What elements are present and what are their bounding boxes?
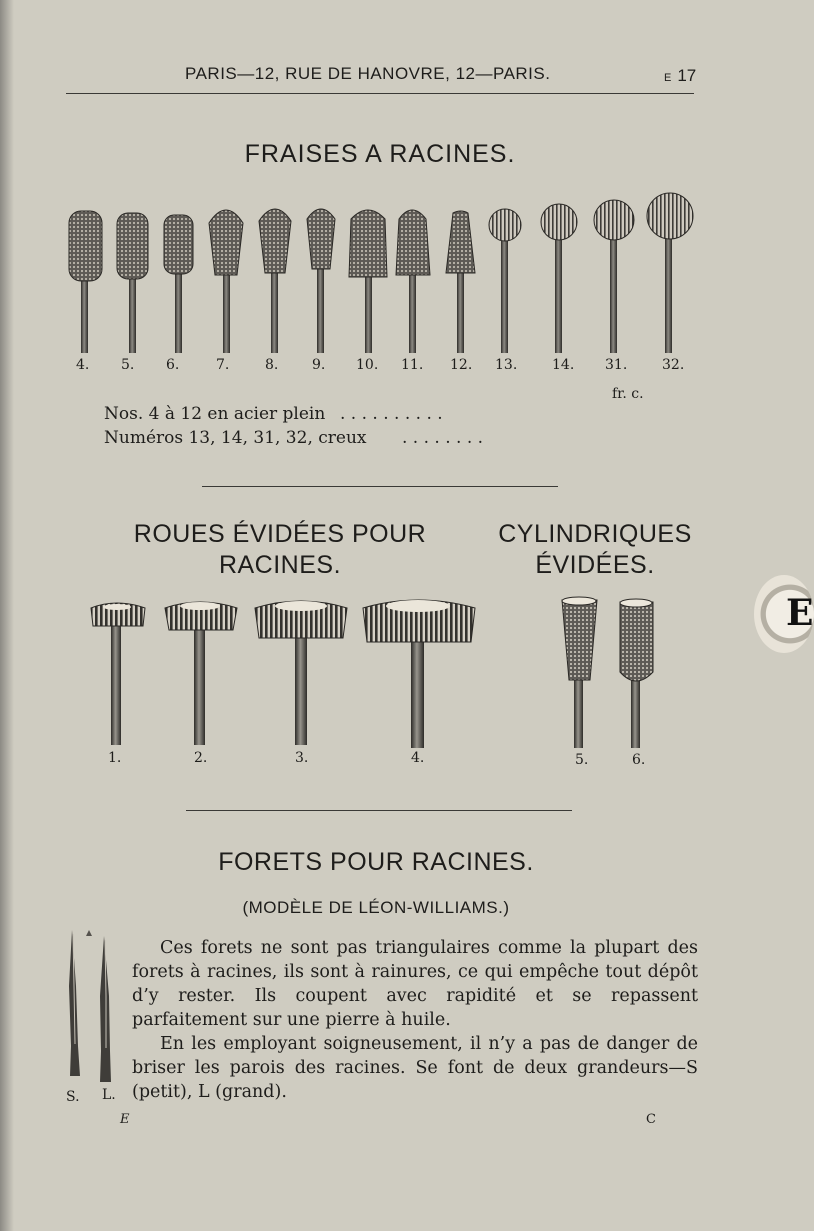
bur-6 (164, 215, 193, 353)
wheel-2 (165, 602, 237, 745)
section-title-cylindriques (490, 520, 700, 580)
bur-number: 12. (450, 357, 473, 373)
wheel-1 (91, 603, 145, 745)
bur-number: 32. (662, 357, 685, 373)
bur-31 (594, 200, 634, 353)
price-line-solid (104, 404, 443, 424)
section-subtitle: (MODÈLE DE LÉON-WILLIAMS.) (242, 898, 510, 917)
wheel-number: 1. (108, 750, 122, 766)
bur-number: 5. (121, 357, 135, 373)
description-text (132, 936, 698, 1104)
bur-number: 7. (216, 357, 230, 373)
footer-signature-left: E (120, 1112, 130, 1127)
page-folio (664, 66, 696, 86)
drills-illustration (60, 926, 120, 1086)
cylinder-6 (620, 599, 653, 748)
wheel-4 (363, 600, 475, 748)
bur-number: 31. (605, 357, 628, 373)
drill-l (100, 936, 111, 1082)
wheel-number: 3. (295, 750, 309, 766)
bur-number: 9. (312, 357, 326, 373)
page-header: PARIS—12, RUE DE HANOVRE, 12—PARIS. (185, 64, 551, 83)
drill-s (69, 930, 80, 1076)
section-divider (186, 810, 572, 811)
leader-dots: . . . . . . . . (402, 428, 484, 448)
bur-10 (349, 210, 387, 353)
drill-label-l: L. (102, 1087, 116, 1103)
price-line-text: Numéros 13, 14, 31, 32, creux (104, 428, 367, 448)
drill-label-s: S. (66, 1089, 80, 1105)
paragraph: En les employant soigneusement, il n’y a pas de danger de briser les parois des racines. Se font de deux grandeurs—S (petit), L (grand). (132, 1034, 698, 1102)
signature-mark: E (664, 72, 672, 84)
bur-13 (489, 209, 521, 353)
bur-number: 11. (401, 357, 424, 373)
cylinder-number: 5. (575, 752, 589, 768)
bur-7 (209, 210, 243, 353)
page-number: 17 (677, 66, 697, 85)
wheel-3 (255, 601, 347, 745)
section-title-forets: FORETS POUR RACINES. (218, 848, 534, 876)
section-divider (202, 486, 558, 487)
bur-number: 6. (166, 357, 180, 373)
cylinder-number: 6. (632, 752, 646, 768)
bur-number: 10. (356, 357, 379, 373)
footer-signature-right: C (646, 1112, 656, 1127)
cylinder-5 (562, 597, 597, 748)
bur-5 (117, 213, 148, 353)
page-edge-shadow (0, 0, 14, 1231)
bur-9 (307, 209, 335, 353)
section-title-line: RACINES. (218, 551, 342, 579)
price-line-hollow (104, 428, 484, 448)
price-column-header: fr. c. (612, 386, 644, 402)
section-title-line: CYLINDRIQUES (498, 520, 692, 548)
wheels-illustration (85, 594, 675, 756)
burs-illustration (60, 185, 710, 360)
section-title-fraises: FRAISES A RACINES. (244, 140, 516, 168)
bur-number: 4. (76, 357, 90, 373)
index-tab-letter: E (786, 592, 814, 634)
bur-4 (69, 211, 102, 353)
wheel-number: 4. (411, 750, 425, 766)
bur-number: 13. (495, 357, 518, 373)
header-rule (66, 93, 694, 94)
paragraph: Ces forets ne sont pas triangulaires comme la plupart des forets à racines, ils sont à rainures, ce qui empêche tout dépôt d’y rester. Ils coupent avec rapidité et se repassent parfaitement sur une pierre à huile. (132, 938, 698, 1030)
section-title-line: ÉVIDÉES. (535, 551, 655, 579)
section-title-line: ROUES ÉVIDÉES POUR (133, 520, 427, 548)
wheel-number: 2. (194, 750, 208, 766)
bur-32 (647, 193, 693, 353)
section-title-roues (115, 520, 445, 580)
bur-number: 14. (552, 357, 575, 373)
bur-8 (259, 209, 291, 353)
bur-11 (396, 210, 430, 353)
bur-number: 8. (265, 357, 279, 373)
leader-dots: . . . . . . . . . . (340, 404, 443, 424)
bur-14 (541, 204, 577, 353)
price-line-text: Nos. 4 à 12 en acier plein (104, 404, 326, 424)
bur-12 (446, 211, 475, 353)
